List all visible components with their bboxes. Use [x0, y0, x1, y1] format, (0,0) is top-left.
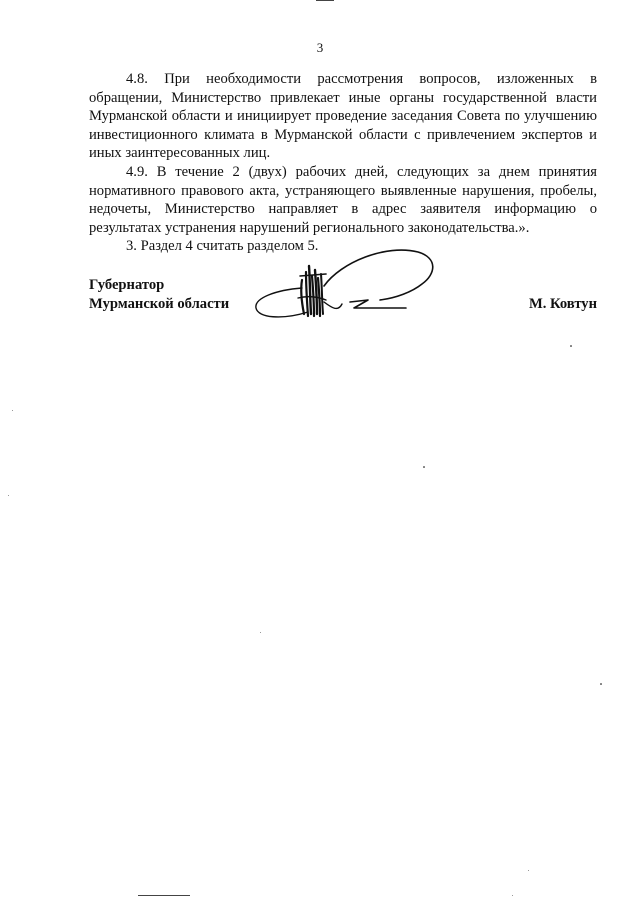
signatory-title-line2: Мурманской области: [89, 295, 230, 312]
signatory-name: М. Ковтун: [528, 295, 597, 312]
handwritten-signature: [246, 240, 446, 330]
scan-speck: [8, 495, 9, 496]
paragraph-4-9: 4.9. В течение 2 (двух) рабочих дней, следующих за днем принятия нормативного правового акта, устраняющего выявленные нарушения, пробелы, недочеты, Министерство направляет в адрес заявителя информацию о результатах устранения нарушений регионального законодательства.».: [89, 163, 597, 236]
top-edge-mark: [316, 0, 334, 1]
scan-speck: [570, 345, 572, 347]
scan-speck: [260, 632, 261, 633]
paragraph-4-8: 4.8. При необходимости рассмотрения вопросов, изложенных в обращении, Министерство привлекает иные органы государственной власти Мурманской области и инициирует проведение заседания Совета по улучшению инвестиционного климата в Мурманской области с привлечением экспертов и иных заинтересованных лиц.: [89, 71, 597, 162]
document-body: [89, 70, 597, 256]
bottom-edge-mark: [138, 895, 190, 896]
page-number: 3: [316, 40, 324, 55]
scan-speck: [512, 895, 513, 896]
signatory-title-line1: Губернатор: [89, 277, 165, 293]
scan-speck: [12, 410, 13, 411]
paragraph-3: 3. Раздел 4 считать разделом 5.: [126, 238, 319, 255]
scan-speck: [528, 870, 529, 871]
scan-speck: [423, 466, 425, 468]
signatory-title: [89, 276, 229, 313]
scan-speck: [600, 683, 602, 685]
